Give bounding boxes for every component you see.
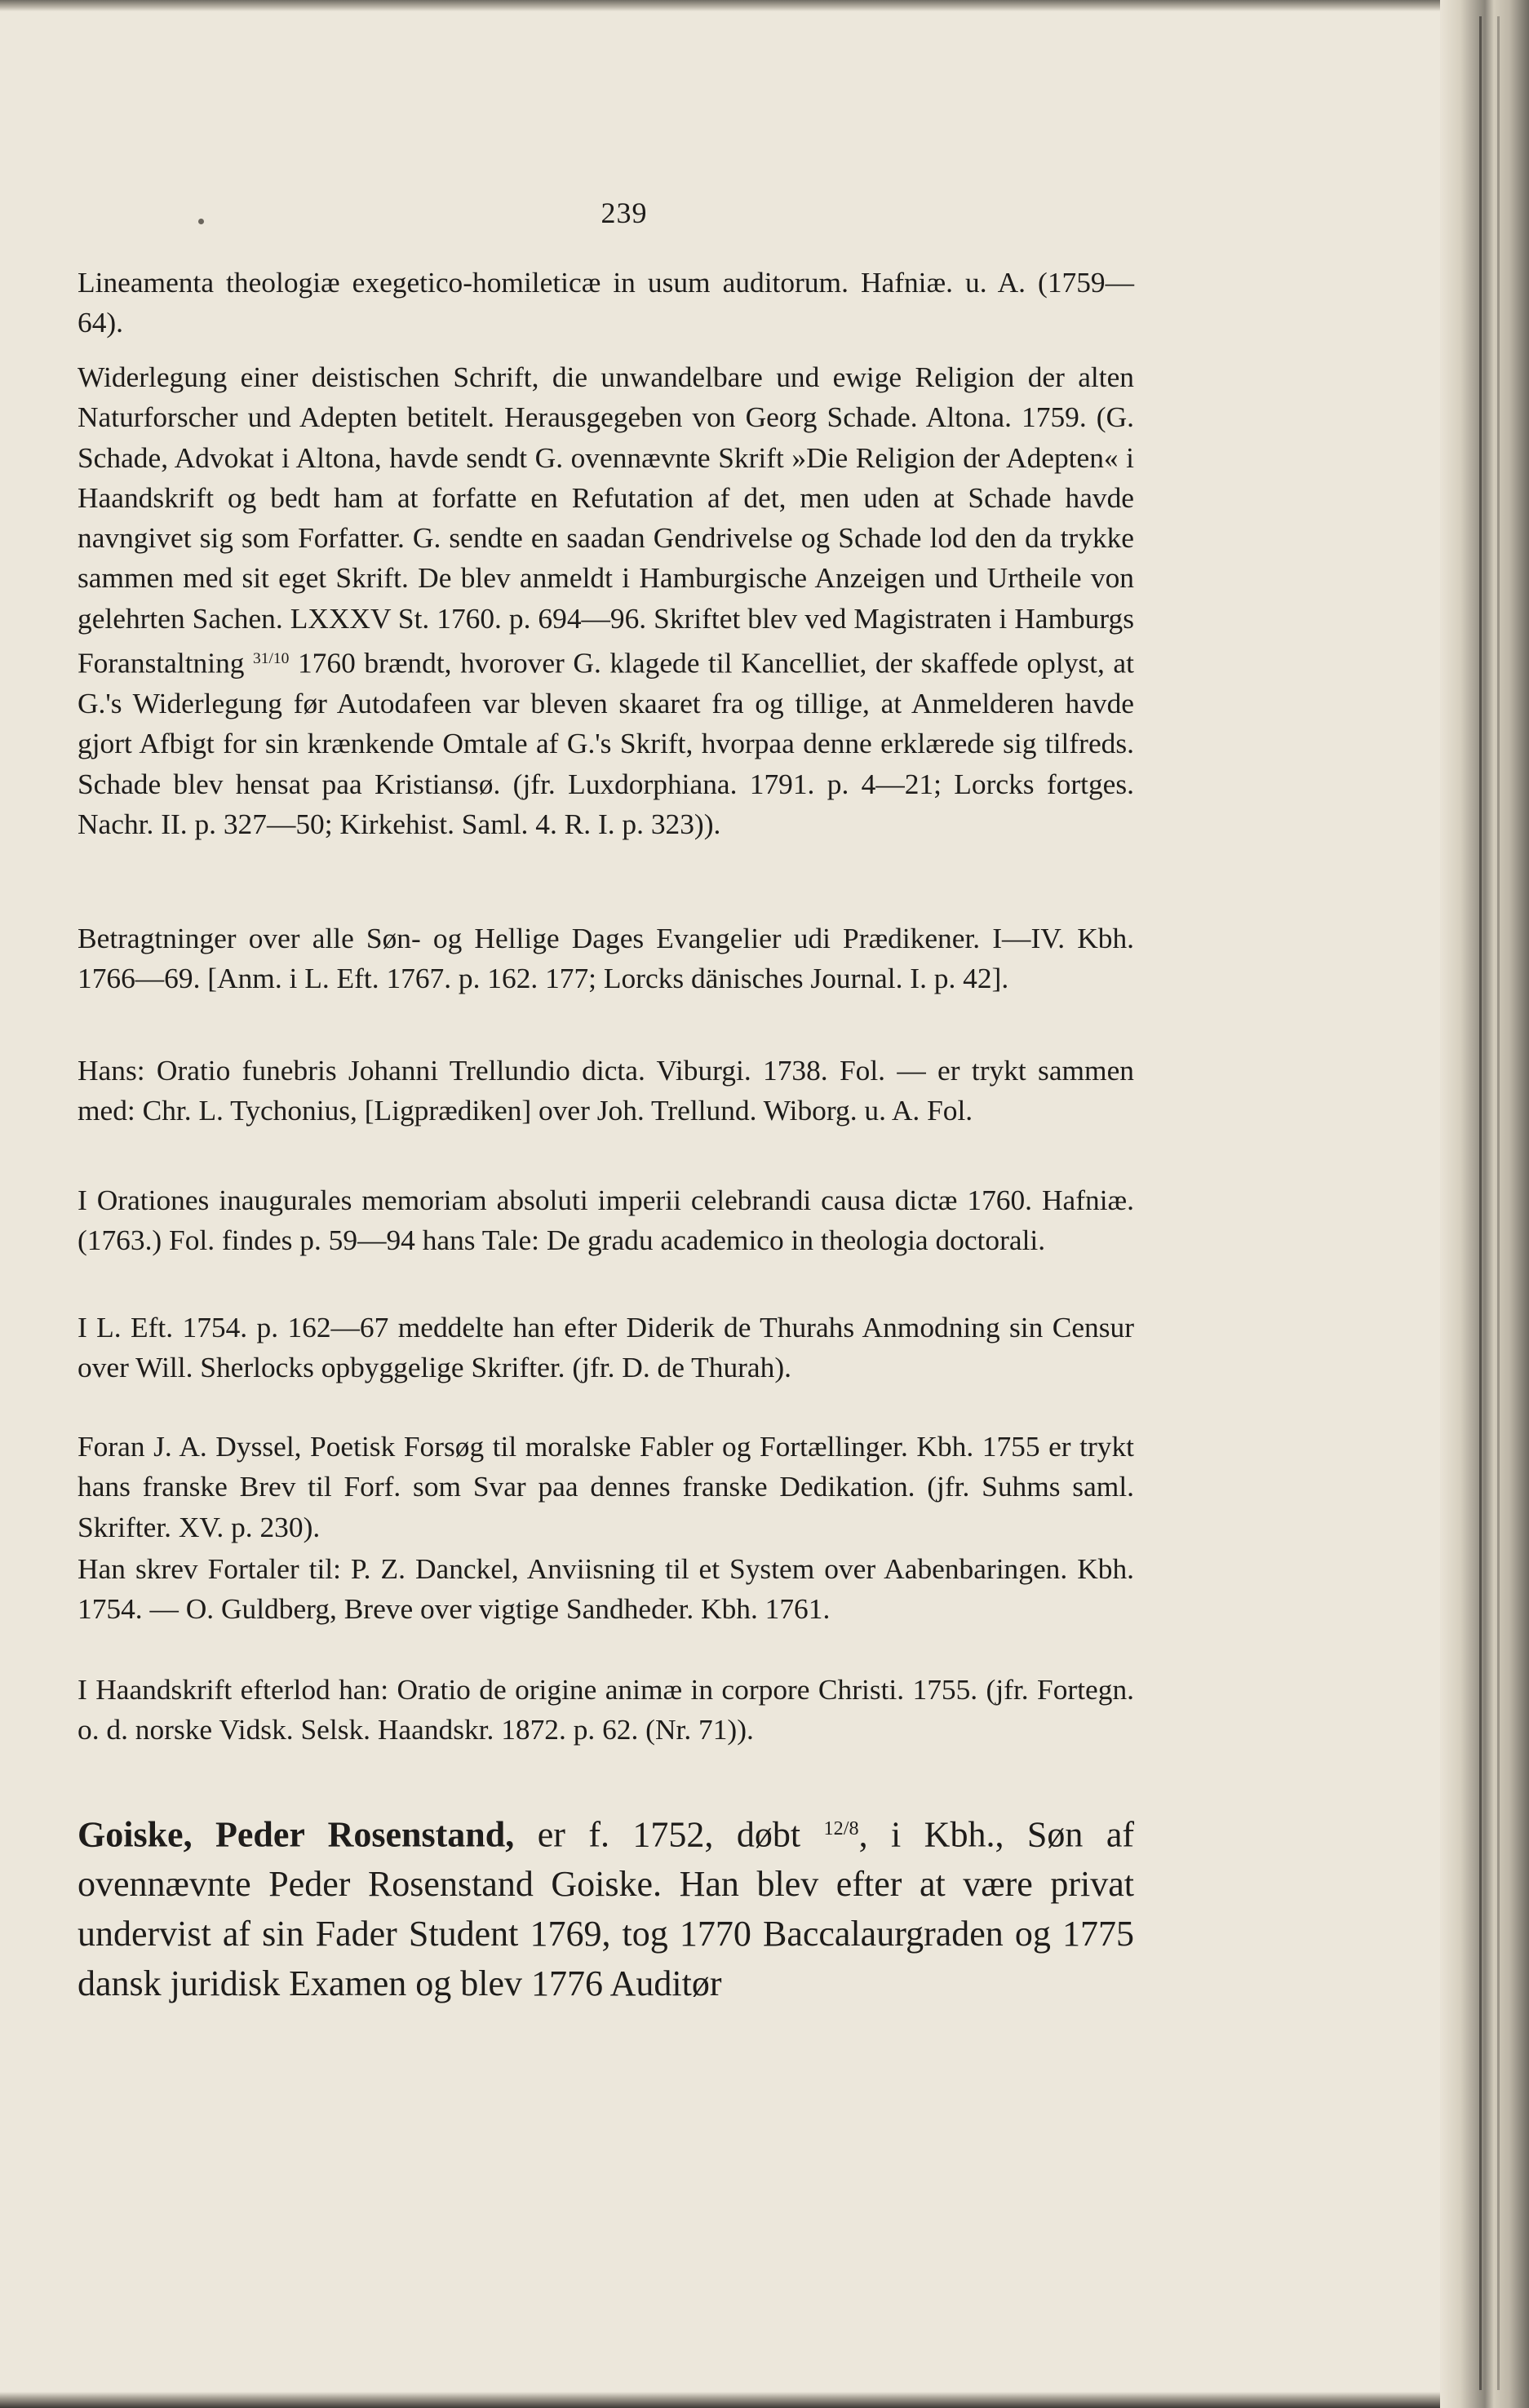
- ink-speck: [198, 219, 204, 224]
- entry-betragtninger: [78, 918, 1134, 999]
- page-top-edge: [0, 0, 1529, 11]
- entry-text: Hans: Oratio funebris Johanni Trellundio dicta. Viburgi. 1738. Fol. — er trykt sammen med: Chr. L. Tychonius, [Ligprædiken] over Joh. Trellund. Wiborg. u. A. Fol.: [78, 1054, 1134, 1127]
- entry-text: I Orationes inaugurales memoriam absoluti imperii celebrandi causa dictæ 1760. Hafniæ. (1763.) Fol. findes p. 59—94 hans Tale: De gradu academico in theologia doctorali.: [78, 1184, 1134, 1257]
- entry-fortaler: [78, 1549, 1134, 1630]
- entry-text-part: Widerlegung einer deistischen Schrift, die unwandelbare und ewige Religion der alten Naturforscher und Adepten betitelt. Herausgegeben von Georg Schade. Altona. 1759. (G. Schade, Advokat i Altona, havde sendt G. ovennævnte Skrift »Die Religion der Adepten« i Haandskrift og bedt ham at forfatte en Refutation af det, men uden at Schade havde navngivet sig som Forfatter. G. sendte en saadan Gendrivelse og Schade lod den da trykke sammen med sit eget Skrift. De blev anmeldt i Hamburgische Anzeigen und Urtheile von gelehrten Sachen. LXXXV St. 1760. p. 694—96. Skriftet blev ved Magistraten i Hamburgs Foranstaltning: [78, 361, 1134, 679]
- date-fraction: 31/10: [253, 650, 290, 668]
- entry-orationes: [78, 1180, 1134, 1261]
- book-spine: [1440, 0, 1529, 2408]
- entry-text: Han skrev Fortaler til: P. Z. Danckel, Anviisning til et System over Aabenbaringen. Kbh. 1754. — O. Guldberg, Breve over vigtige Sandheder. Kbh. 1761.: [78, 1552, 1134, 1626]
- entry-widerlegung: [78, 357, 1134, 844]
- entry-text: Betragtninger over alle Søn- og Hellige Dages Evangelier udi Prædikener. I—IV. Kbh. 1766—69. [Anm. i L. Eft. 1767. p. 162. 177; Lorcks dänisches Journal. I. p. 42].: [78, 922, 1134, 995]
- page-bottom-edge: [0, 2392, 1529, 2408]
- entry-lineamenta: [78, 263, 1134, 343]
- entry-l-eft: [78, 1308, 1134, 1388]
- entry-haandskrift: [78, 1670, 1134, 1751]
- biography-text: , i Kbh., Søn af ovennævnte Peder Rosenstand Goiske. Han blev efter at være privat undervist af sin Fader Student 1769, tog 1770 Baccalaurgraden og 1775 dansk juridisk Examen og blev 1776 Auditør: [78, 1814, 1135, 2003]
- entry-text: I Haandskrift efterlod han: Oratio de origine animæ in corpore Christi. 1755. (jfr. Fortegn. o. d. norske Vidsk. Selsk. Haandskr. 1872. p. 62. (Nr. 71)).: [78, 1673, 1134, 1746]
- entry-text: I L. Eft. 1754. p. 162—67 meddelte han efter Diderik de Thurahs Anmodning sin Censur over Will. Sherlocks opbyggelige Skrifter. (jfr. D. de Thurah).: [78, 1311, 1134, 1384]
- spine-fold-line: [1479, 16, 1482, 2390]
- entry-text: Lineamenta theologiæ exegetico-homileticæ in usum auditorum. Hafniæ. u. A. (1759—64).: [78, 266, 1134, 339]
- entry-text: Foran J. A. Dyssel, Poetisk Forsøg til moralske Fabler og Fortællinger. Kbh. 1755 er trykt hans franske Brev til Forf. som Svar paa dennes franske Dedikation. (jfr. Suhms saml. Skrifter. XV. p. 230).: [78, 1430, 1134, 1543]
- biography-text: er f. 1752, døbt: [537, 1814, 801, 1855]
- biography-name: Goiske, Peder Rosenstand,: [78, 1814, 515, 1855]
- entry-text: [78, 357, 1134, 844]
- birth-date-fraction: 12/8: [823, 1817, 859, 1839]
- page-number: 239: [601, 197, 648, 229]
- biography-entry: [78, 1804, 1134, 2008]
- entry-foran: [78, 1427, 1134, 1547]
- spine-fold-line: [1497, 16, 1500, 2390]
- entry-hans: [78, 1051, 1134, 1131]
- entry-text-part: 1760 brændt, hvorover G. klagede til Kancelliet, der skaffede oplyst, at G.'s Widerlegung før Autodafeen var bleven skaaret fra og tillige, at Anmelderen havde gjort Afbigt for sin krænkende Omtale af G.'s Skrift, hvorpaa denne erklærede sig tilfreds. Schade blev hensat paa Kristiansø. (jfr. Luxdorphiana. 1791. p. 4—21; Lorcks fortges. Nachr. II. p. 327—50; Kirkehist. Saml. 4. R. I. p. 323)).: [78, 646, 1134, 840]
